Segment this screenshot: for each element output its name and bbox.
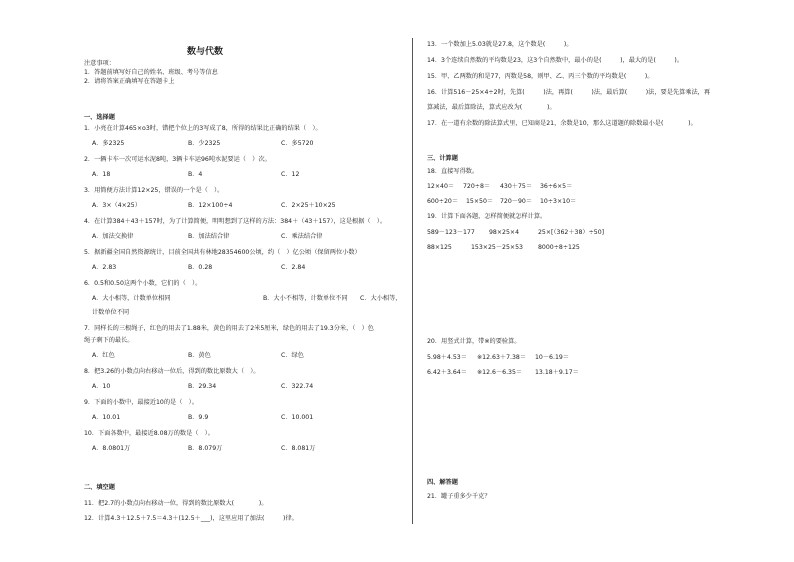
option: A．10.01	[92, 414, 121, 421]
option: C．多5720	[281, 140, 314, 147]
calc-item: 36÷6×5＝	[540, 183, 573, 190]
calc-item: 720÷8＝	[463, 183, 491, 190]
option: C．10.001	[281, 414, 314, 421]
option: C．2×25＋10×25	[281, 202, 336, 209]
question-11: 11．把2.7的小数点向右移动一位，得到的数比原数大( )。	[84, 500, 268, 507]
option: C．322.74	[281, 383, 314, 390]
section-heading: 三、计算题	[427, 155, 458, 162]
question-18: 18．直接写得数。	[427, 168, 479, 175]
option: C．大小相等，	[360, 295, 402, 302]
notes-item: 2．请将答案正确填写在答题卡上	[84, 78, 175, 85]
option: B．8.079万	[188, 445, 223, 452]
calc-item: 430＋75＝	[500, 183, 533, 190]
calc-item: ※12.63＋7.38＝	[477, 354, 527, 361]
question-16-continuation: 算减法，最后算除法，算式应改为( )。	[427, 104, 556, 111]
question-21: 21．罐子重多少千克？	[427, 493, 491, 500]
calc-item: 25×[（362＋38）÷50]	[538, 229, 605, 236]
question-7-continuation: 绳子剩下的最长。	[84, 337, 134, 344]
option: B．少2325	[188, 140, 221, 147]
calc-item: 88×125	[427, 244, 452, 251]
option: A．大小相等，计数单位相同	[92, 295, 171, 302]
calc-item: 10÷3×10＝	[540, 198, 577, 205]
option: C．2.84	[281, 264, 306, 271]
calc-item: 98×25×4	[489, 229, 520, 236]
option: A．红色	[92, 352, 115, 359]
question-10: 10．下面各数中，最接近8.08万的数是（ ）。	[84, 430, 214, 437]
calc-item: 589－123－177	[427, 229, 475, 236]
section-heading: 四、解答题	[427, 479, 458, 486]
notes-item: 1．答题前填写好自己的姓名、班级、考号等信息	[84, 69, 218, 76]
section-heading: 一、选择题	[84, 114, 115, 121]
calc-item: 12×40＝	[427, 183, 455, 190]
calc-item: 13.18＋9.17＝	[535, 369, 579, 376]
option: B．加法结合律	[188, 233, 230, 240]
option: B．29.34	[188, 383, 217, 390]
calc-item: 720－90＝	[500, 198, 533, 205]
option: C．8.081万	[281, 445, 316, 452]
calc-item: 5.98＋4.53＝	[427, 354, 467, 361]
calc-item: ※12.6－6.35＝	[477, 369, 523, 376]
option: B．0.28	[188, 264, 213, 271]
notes-heading: 注意事项：	[84, 60, 115, 67]
question-14: 14．3个连续自然数的平均数是23，这3个自然数中，最小的是( )，最大的是( )。	[427, 57, 684, 64]
question-9: 9．下面的小数中，最接近10的是（ ）。	[84, 399, 198, 406]
question-2: 2．一辆卡车一次可运水泥8吨，3辆卡车运96吨水泥要运（ ）次。	[84, 156, 271, 163]
question-8: 8．把3.26的小数点向右移动一位后，得到的数比原数大（ ）。	[84, 368, 260, 375]
question-16: 16．计算516－25×4÷2时，先算( )法，再算( )法，最后算( )法，要是先算乘法，再	[427, 89, 711, 96]
question-17: 17．在一道有余数的除法算式里，已知商是21，余数是10，那么这道题的除数最小是( )。	[427, 120, 697, 127]
option: B．9.9	[188, 414, 209, 421]
option: C．绿色	[281, 352, 304, 359]
question-3: 3．用简便方法计算12×25，错误的一个是（ ）。	[84, 187, 224, 194]
calc-item: 10－6.19＝	[535, 354, 570, 361]
option: A．加法交换律	[92, 233, 134, 240]
calc-item: 153×25－25×53	[471, 244, 523, 251]
option: B．12×100÷4	[188, 202, 233, 209]
option: B．大小不相等，计数单位不同	[263, 295, 348, 302]
question-7: 7．同样长的三根绳子，红色的用去了1.88米，黄色的用去了2米5厘米，绿色的用去了19.3分米，（ ）色	[84, 325, 374, 332]
option: A．多2325	[92, 140, 125, 147]
option-continuation: 计数单位不同	[92, 309, 130, 316]
question-15: 15．甲、乙两数的和是77，丙数是58，则甲、乙、丙三个数的平均数是( )。	[427, 73, 654, 80]
option: A．2.83	[92, 264, 117, 271]
divider-line	[412, 38, 413, 524]
question-19: 19．计算下面各题，怎样简便就怎样计算。	[427, 213, 547, 220]
section-heading: 二、填空题	[84, 484, 115, 491]
question-5: 5．据新疆全国自然资源统计，目前全国共有林地28354600公顷，约（ ）亿公顷（保留两位小数）	[84, 249, 361, 256]
calc-item: 8000÷8÷125	[538, 244, 580, 251]
option: A．18	[92, 171, 111, 178]
option: A．3×（4×25）	[92, 202, 141, 209]
calc-item: 600÷20＝	[427, 198, 459, 205]
option: B．4	[188, 171, 203, 178]
question-1: 1．小亮在计算465×o3时，错把个位上的3写成了8，所得的结果比正确的结果（ ）。	[84, 125, 322, 132]
option: C．12	[281, 171, 300, 178]
question-13: 13．一个数加上5.03就是27.8，这个数是( )。	[427, 41, 573, 48]
question-4: 4．在计算384＋43＋157时，为了计算简便，明明想到了这样的方法：384＋（43＋157），这是根据（ ）。	[84, 218, 387, 225]
calc-item: 6.42＋3.64＝	[427, 369, 467, 376]
question-6: 6．0.5和0.50这两个小数，它们的（ ）。	[84, 280, 202, 287]
option: A．8.0801万	[92, 445, 131, 452]
option: C．乘法结合律	[281, 233, 323, 240]
question-20: 20．用竖式计算，带※的要验算。	[427, 338, 521, 345]
option: A．10	[92, 383, 111, 390]
question-12: 12．计算4.3＋12.5＋7.5＝4.3＋(12.5＋___)，这里应用了加法( )律。	[84, 515, 298, 522]
option: B．黄色	[188, 352, 211, 359]
page-title: 数与代数	[186, 47, 223, 57]
calc-item: 15×50＝	[466, 198, 494, 205]
